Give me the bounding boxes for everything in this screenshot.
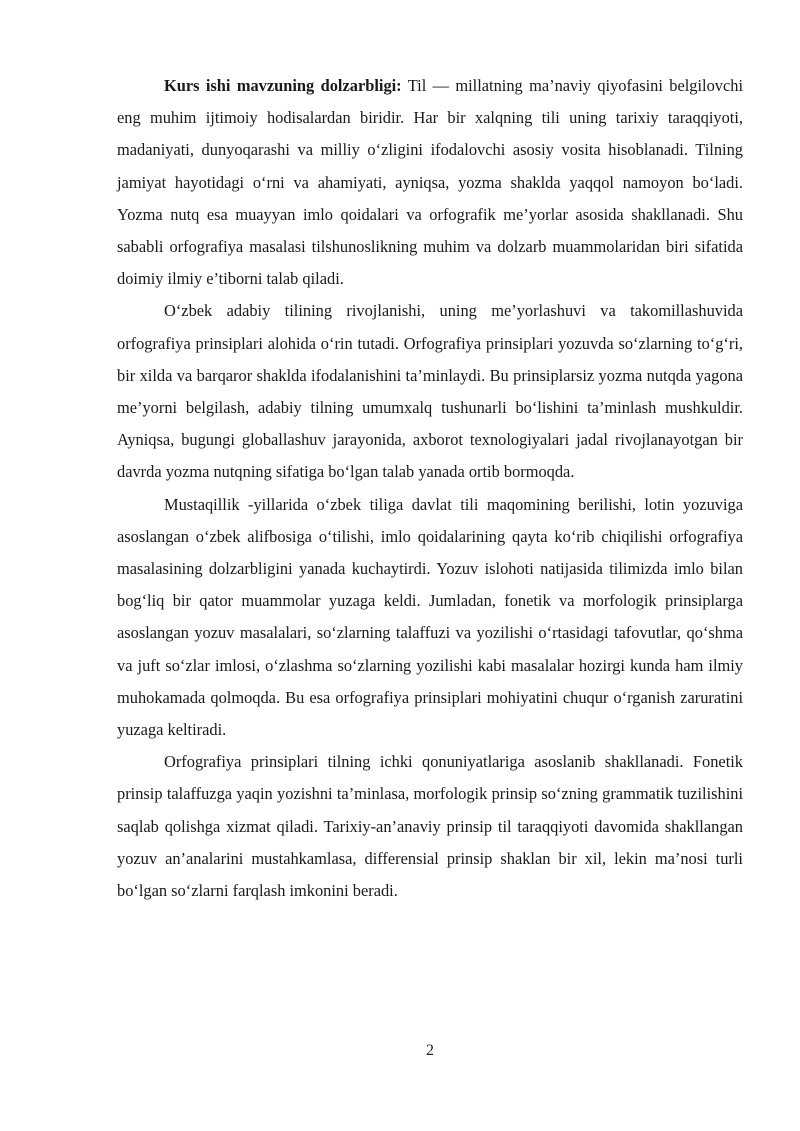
paragraph-text: Mustaqillik -yillarida o‘zbek tiliga davlat tili maqomining berilishi, lotin yozuviga asoslangan o‘zbek alifbosiga o‘tilishi, imlo qoidalarining qayta ko‘rib chiqilishi orfografiya masalasining dolzarbligini yanada kuchaytirdi. Yozuv islohoti natijasida tilimizda imlo bilan bog‘liq bir qator muammolar yuzaga keldi. Jumladan, fonetik va morfologik prinsiplarga asoslangan yozuv masalalari, so‘zlarning talaffuzi va yozilishi o‘rtasidagi tafovutlar, qo‘shma va juft so‘zlar imlosi, o‘zlashma so‘zlarning yozilishi kabi masalalar hozirgi kunda ham ilmiy muhokamada qolmoqda. Bu esa orfografiya prinsiplari mohiyatini chuqur o‘rganish zaruratini yuzaga keltiradi.: [117, 494, 743, 740]
paragraph-text: O‘zbek adabiy tilining rivojlanishi, uning me’yorlashuvi va takomillashuvida orfografiya prinsiplari alohida o‘rin tutadi. Orfografiya prinsiplari yozuvda so‘zlarning to‘g‘ri, bir xilda va barqaror shaklda ifodalanishini ta’minlaydi. Bu prinsiplarsiz yozma nutqda yagona me’yorni belgilash, adabiy tilning umumxalq tushunarli bo‘lishini ta’minlash mushkuldir. Ayniqsa, bugungi globallashuv jarayonida, axborot texnologiyalari jadal rivojlanayotgan bir davrda yozma nutqning sifatiga bo‘lgan talab yanada ortib bormoqda.: [117, 301, 743, 482]
document-body: [117, 70, 743, 907]
paragraph-text: Til — millatning ma’naviy qiyofasini belgilovchi eng muhim ijtimoiy hodisalardan biridir. Har bir xalqning tili uning tarixiy taraqqiyoti, madaniyati, dunyoqarashi va milliy o‘zligini ifodalovchi asosiy vosita hisoblanadi. Tilning jamiyat hayotidagi o‘rni va ahamiyati, ayniqsa, yozma shaklda yaqqol namoyon bo‘ladi. Yozma nutq esa muayyan imlo qoidalari va orfografik me’yorlar asosida shakllanadi. Shu sababli orfografiya masalasi tilshunoslikning muhim va dolzarb muammolaridan biri sifatida doimiy ilmiy e’tiborni talab qiladi.: [117, 76, 744, 289]
paragraph-orthography-principles: [117, 295, 743, 488]
paragraph-principle-types: [117, 746, 743, 907]
paragraph-text: Orfografiya prinsiplari tilning ichki qonuniyatlariga asoslanib shakllanadi. Fonetik prinsip talaffuzga yaqin yozishni ta’minlasa, morfologik prinsip so‘zning grammatik tuzilishini saqlab qolishga xizmat qiladi. Tarixiy-an’anaviy prinsip til taraqqiyoti davomida shakllangan yozuv an’analarini mustahkamlasa, differensial prinsip shaklan bir xil, lekin ma’nosi turli bo‘lgan so‘zlarni farqlash imkonini beradi.: [117, 752, 743, 901]
paragraph-lead-heading: Kurs ishi mavzuning dolzarbligi:: [164, 76, 402, 95]
paragraph-relevance: [117, 70, 743, 295]
paragraph-independence-reform: [117, 489, 743, 747]
page-number: 2: [426, 1042, 434, 1059]
